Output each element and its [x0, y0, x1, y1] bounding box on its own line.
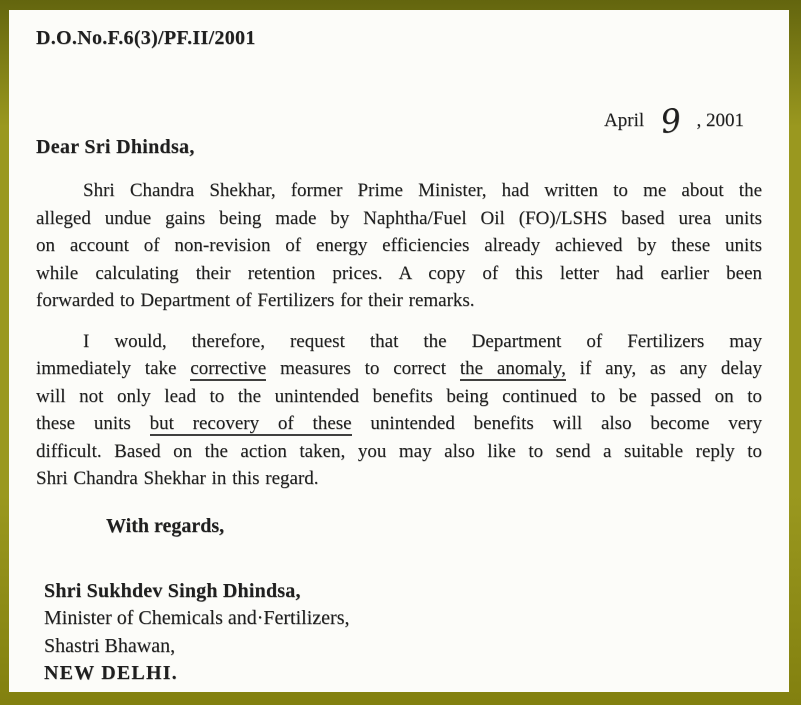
para2-line4-text: unintended benefits will also become very: [351, 413, 762, 434]
para2-line5: difficult. Based on the action taken, you may also like to send a suitable reply to: [36, 440, 762, 462]
para2-line2: [36, 355, 762, 383]
para2-line2-text: measures to correct: [266, 358, 460, 379]
para2-line2-text: if any, as any delay: [565, 358, 762, 379]
signature-block: [44, 578, 774, 688]
para2-line1: I would, therefore, request that the Department of Fertilizers may: [83, 330, 762, 352]
para1-line1: Shri Chandra Shekhar, former Prime Minister, had written to me about the: [83, 180, 762, 201]
signatory-address: Shastri Bhawan,: [44, 634, 176, 657]
paragraph-2: [36, 328, 774, 493]
letter-page: [9, 10, 789, 692]
signatory-name: Shri Sukhdev Singh Dhindsa,: [44, 579, 301, 602]
date-line: [36, 96, 774, 142]
date-year: , 2001: [696, 110, 744, 131]
para2-line4: [36, 410, 762, 438]
closing-regards: With regards,: [106, 514, 225, 537]
para2-line3: will not only lead to the unintended benefits being continued to be passed on to: [36, 385, 762, 407]
underlined-phrase-corrective: corrective: [190, 358, 267, 379]
para2-line4-text: these units: [36, 413, 150, 434]
para1-line4: while calculating their retention prices. A copy of this letter had earlier been: [36, 262, 762, 284]
para1-line2: alleged undue gains being made by Naphtha/Fuel Oil (FO)/LSHS based urea units: [36, 207, 762, 229]
handwritten-day: 9: [658, 100, 684, 142]
date-month: April: [604, 110, 645, 131]
para2-line2-text: immediately take: [36, 358, 191, 379]
signatory-city: NEW DELHI.: [44, 662, 178, 684]
salutation: Dear Sri Dhindsa,: [36, 136, 195, 158]
para1-line3: on account of non-revision of energy efficiencies already achieved by these units: [36, 235, 762, 256]
underlined-phrase-recovery: but recovery of these: [149, 413, 352, 434]
reference-number: D.O.No.F.6(3)/PF.II/2001: [36, 27, 256, 49]
para2-line6: Shri Chandra Shekhar in this regard.: [36, 468, 319, 489]
signatory-title: Minister of Chemicals and·Fertilizers,: [44, 607, 350, 629]
paragraph-1: [36, 177, 774, 315]
para1-line5: forwarded to Department of Fertilizers for their remarks.: [36, 290, 475, 311]
underlined-phrase-anomaly: the anomaly,: [459, 358, 566, 379]
